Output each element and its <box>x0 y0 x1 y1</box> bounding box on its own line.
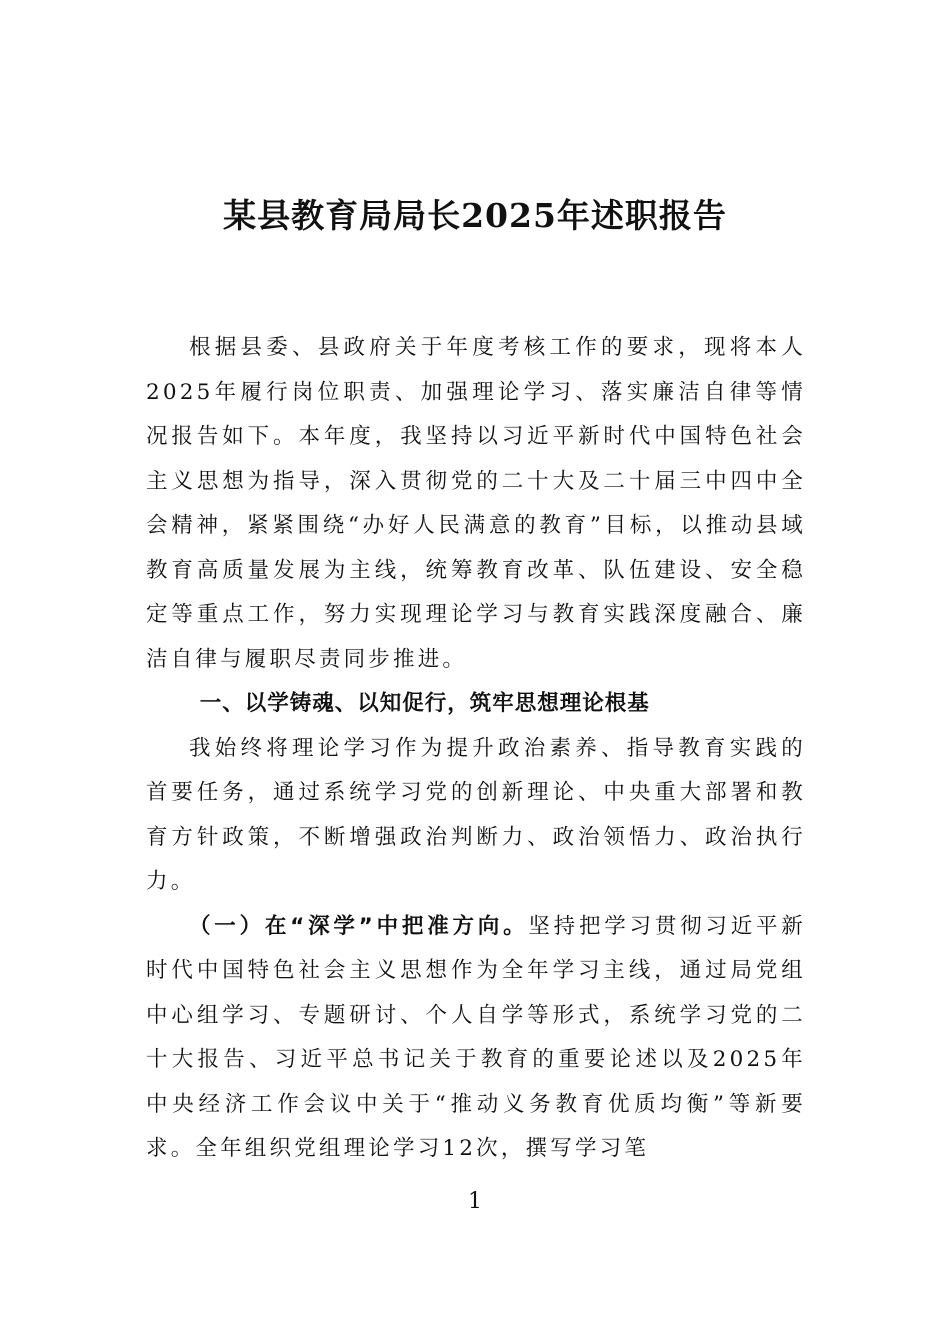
subsection-text: 坚持把学习贯彻习近平新时代中国特色社会主义思想作为全年学习主线，通过局党组中心组学习、专题研讨、个人自学等形式，系统学习党的二十大报告、习近平总书记关于教育的重要论述以及2025年中央经济工作会议中关于“推动义务教育优质均衡”等新要求。全年组织党组理论学习12次，撰写学习笔 <box>146 913 807 1161</box>
page-number: 1 <box>468 1189 482 1214</box>
document-title: 某县教育局局长2025年述职报告 <box>223 196 727 235</box>
section-paragraph: 我始终将理论学习作为提升政治素养、指导教育实践的首要任务，通过系统学习党的创新理论、中央重大部署和教育方针政策，不断增强政治判断力、政治领悟力、政治执行力。 <box>146 735 806 894</box>
subsection-lead: （一）在“深学”中把准方向。 <box>189 913 529 939</box>
document-body <box>146 326 806 1172</box>
section-heading: 一、以学铸魂、以知促行，筑牢思想理论根基 <box>199 691 650 716</box>
subsection-paragraph <box>146 905 806 1172</box>
intro-paragraph: 根据县委、县政府关于年度考核工作的要求，现将本人2025年履行岗位职责、加强理论学习、落实廉洁自律等情况报告如下。本年度，我坚持以习近平新时代中国特色社会主义思想为指导，深入贯彻党的二十大及二十届三中四中全会精神，紧紧围绕“办好人民满意的教育”目标，以推动县域教育高质量发展为主线，统筹教育改革、队伍建设、安全稳定等重点工作，努力实现理论学习与教育实践深度融合、廉洁自律与履职尽责同步推进。 <box>146 335 806 672</box>
